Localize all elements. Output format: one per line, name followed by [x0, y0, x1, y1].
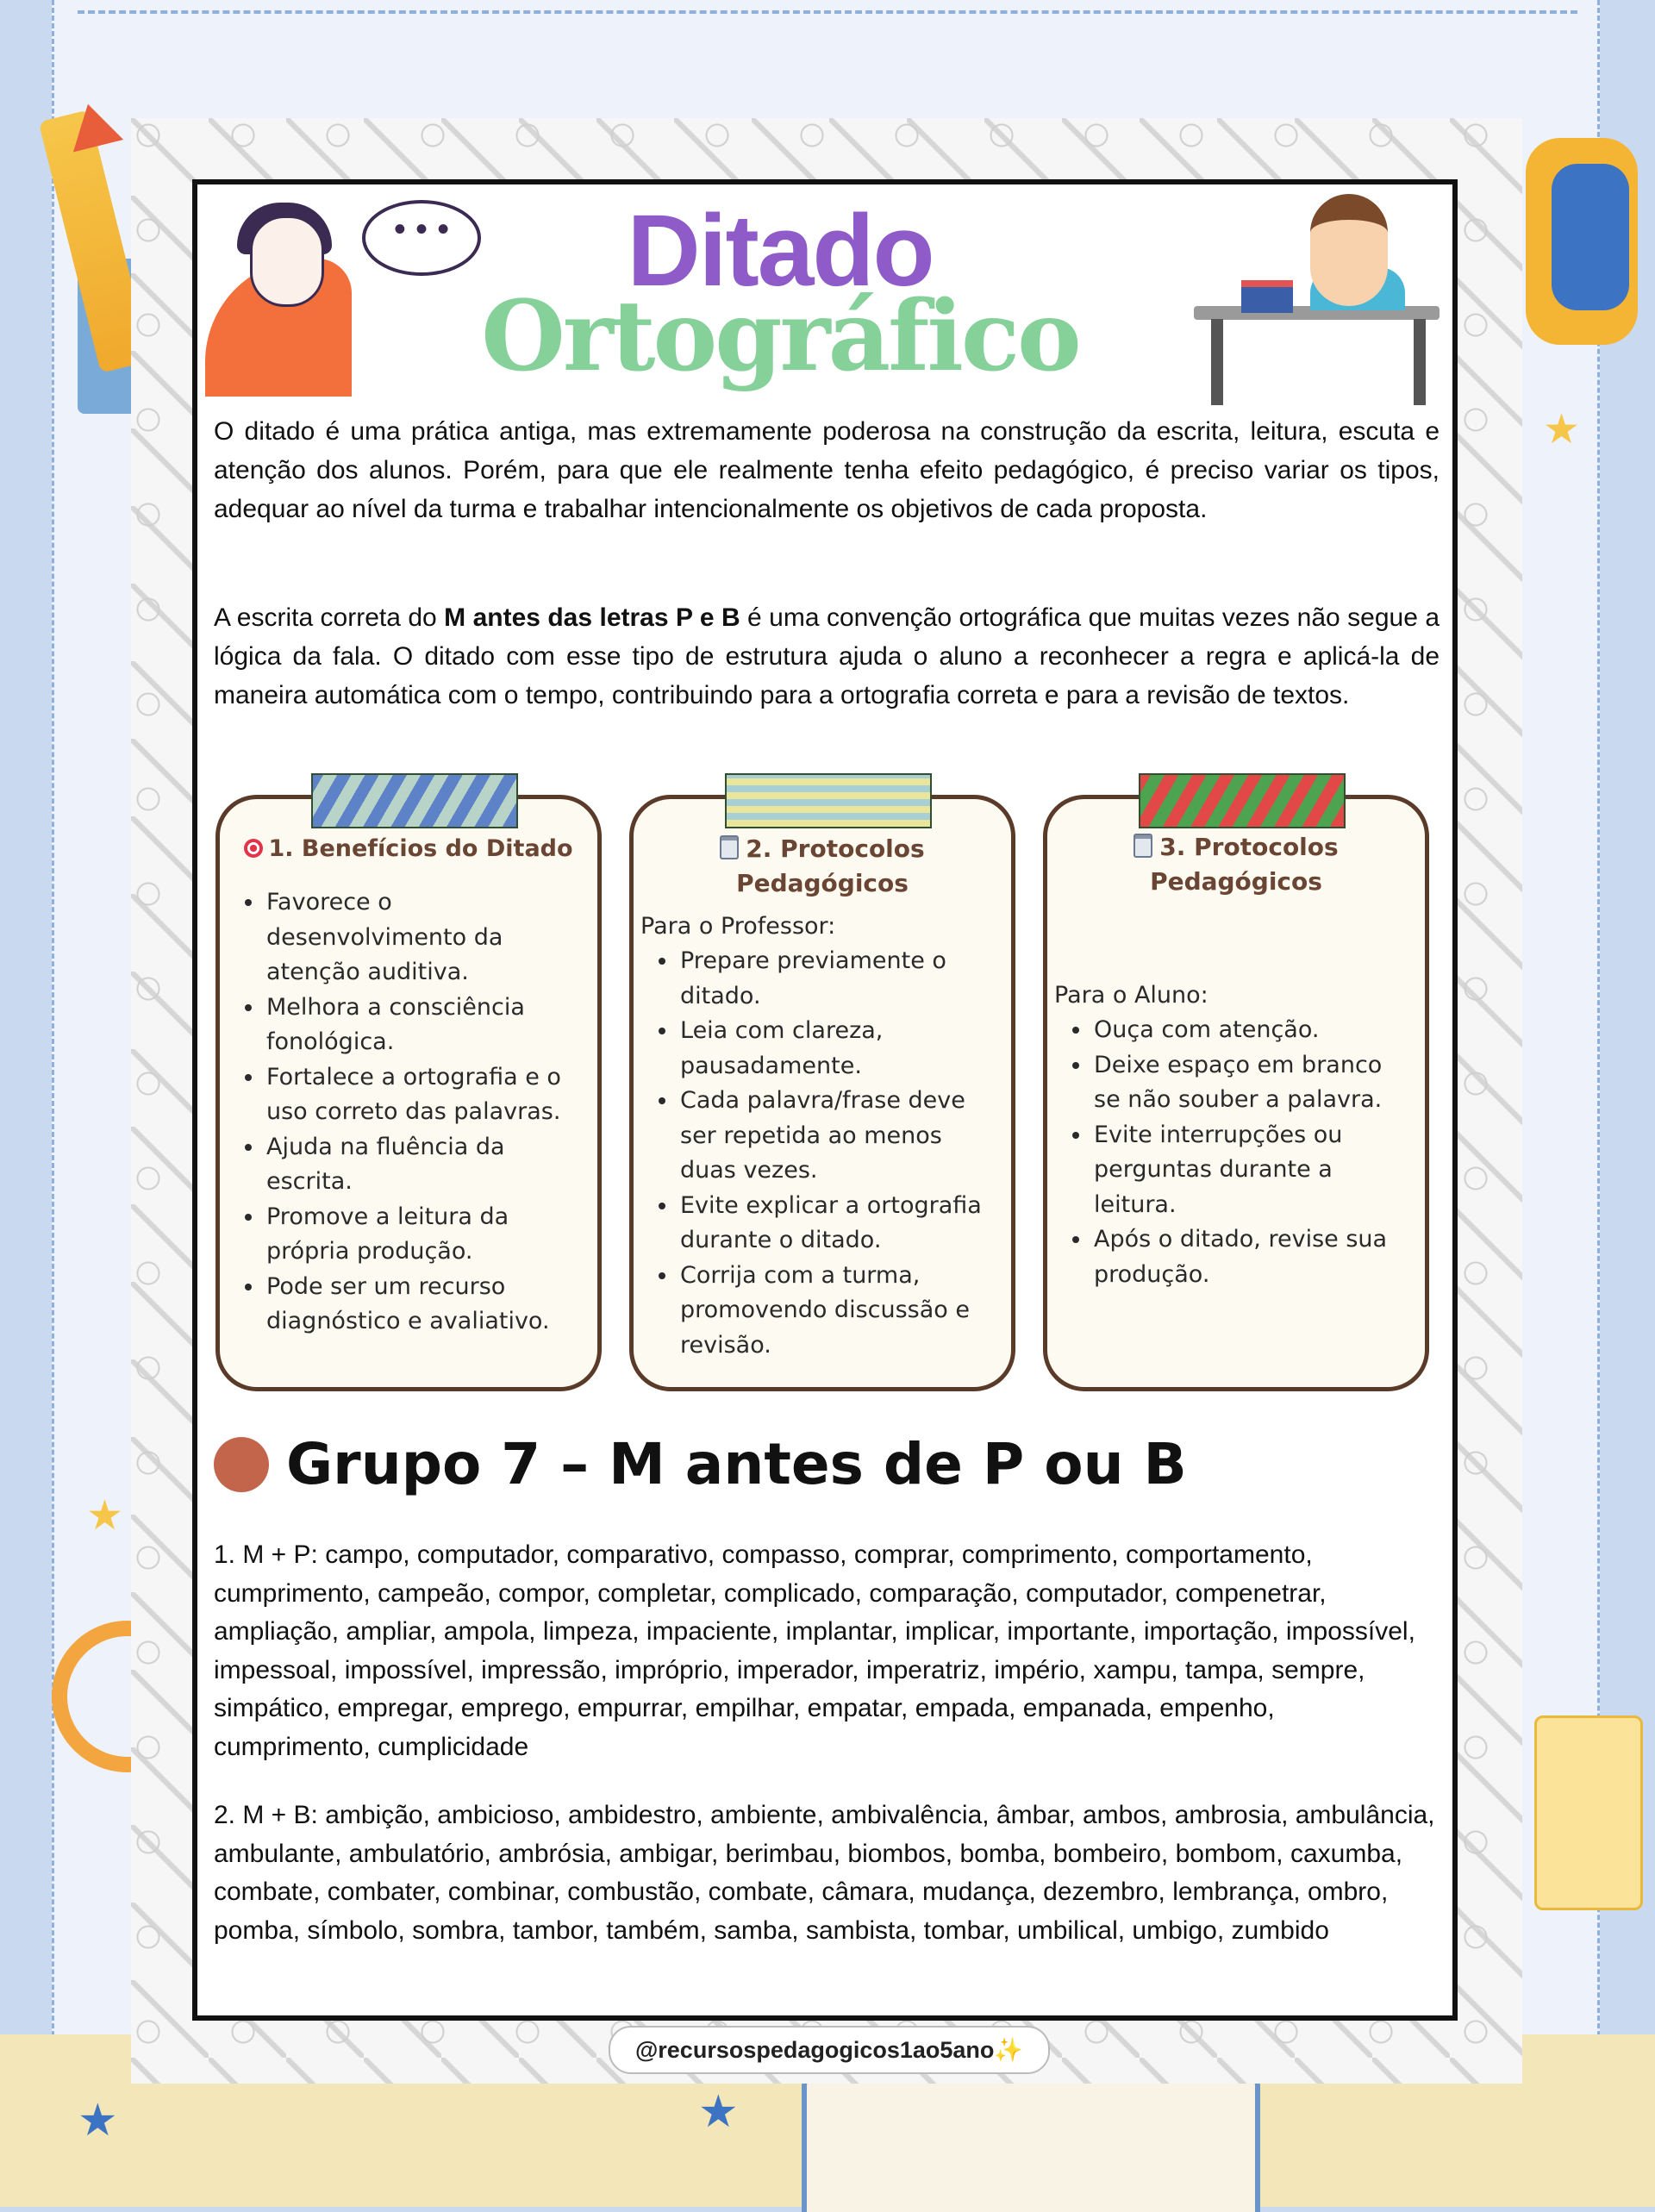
intro-bold-rule: M antes das letras P e B	[444, 603, 740, 632]
card-title	[634, 832, 1011, 901]
card-title-text: 2. Protocolos Pedagógicos	[736, 834, 925, 897]
intro-text-after: é uma convenção ortográfica que muitas vezes não segue a lógica da fala. O ditado com esse tipo de estrutura ajuda o aluno a reconhecer a regra e aplicá-la de maneira automática com o tempo, contribuindo para a ortografia correta e para a revisão de textos.	[214, 603, 1440, 709]
word-list-mb: 2. M + B: ambição, ambicioso, ambidestro, ambiente, ambivalência, âmbar, ambos, ambrosia, ambulância, ambulante, ambulatório, ambrósia, ambigar, berimbau, biombos, bomba, bombeiro, bombom, caxumba, combate, combater, combinar, combustão, combate, câmara, mudança, dezembro, lembrança, ombro, pomba, símbolo, sombra, tambor, também, samba, sambista, tombar, umbilical, umbigo, zumbido	[214, 1801, 1435, 1945]
card-title	[1047, 830, 1425, 899]
clipboard-icon	[1134, 834, 1152, 858]
star-icon: ★	[1543, 407, 1581, 453]
list-item: • Prepare previamente o ditado.	[678, 944, 1001, 1014]
list-item: • Evite explicar a ortografia durante o ditado.	[678, 1189, 1001, 1259]
card-list	[1047, 1013, 1425, 1292]
clipboard-icon	[720, 835, 739, 859]
list-item: • Corrija com a turma, promovendo discussão e revisão.	[678, 1259, 1001, 1364]
handle-text: @recursospedagogicos1ao5ano	[634, 2037, 995, 2063]
intro-paragraph-1: O ditado é uma prática antiga, mas extremamente poderosa na construção da escrita, leitura, escuta e atenção dos alunos. Porém, para que ele realmente tenha efeito pedagógico, é preciso variar os tipos, adequar ao nível da turma e trabalhar intencionalmente os objetivos de cada proposta.	[214, 417, 1440, 523]
card-title-text: 3. Protocolos Pedagógicos	[1150, 833, 1339, 896]
card-lead: Para o Aluno:	[1054, 982, 1208, 1009]
word-list-mp: 1. M + P: campo, computador, comparativo, compasso, comprar, comprimento, comportamento, cumprimento, campeão, compor, completar, complicado, comparação, computador, compenetrar, ampliação, ampliar, ampola, limpeza, impaciente, implantar, implicar, importante, importação, impossível, impessoal, impossível, impressão, impróprio, imperador, imperatriz, império, xampu, tampa, sempre, simpático, empregar, emprego, empurrar, empilhar, empatar, empada, empanada, empenho, cumprimento, cumplicidade	[214, 1540, 1415, 1761]
card-lead: Para o Professor:	[640, 913, 836, 940]
list-item: • Leia com clareza, pausadamente.	[678, 1014, 1001, 1084]
open-book-illustration	[802, 2069, 1260, 2212]
page-title-line2: Ortográfico	[481, 280, 1079, 393]
list-item: • Pode ser um recurso diagnóstico e avaliativo.	[265, 1270, 587, 1340]
list-item: • Ajuda na fluência da escrita.	[265, 1130, 587, 1200]
washi-tape	[311, 773, 518, 828]
list-item: • Cada palavra/frase deve ser repetida ao menos duas vezes.	[678, 1084, 1001, 1189]
section-title: Grupo 7 – M antes de P ou B	[286, 1431, 1187, 1497]
card-title-text: 1. Benefícios do Ditado	[268, 835, 573, 862]
speech-bubble-icon: • • •	[362, 200, 481, 276]
section-bullet-icon	[214, 1437, 269, 1492]
list-item: • Deixe espaço em branco se não souber a palavra.	[1092, 1048, 1415, 1118]
background-dashed-line	[78, 10, 1577, 14]
list-item: • Promove a leitura da própria produção.	[265, 1200, 587, 1270]
star-icon: ★	[698, 2087, 739, 2137]
card-list	[634, 944, 1011, 1363]
list-item: • Evite interrupções ou perguntas durante a leitura.	[1092, 1118, 1415, 1223]
list-item: • Fortalece a ortografia e o uso correto das palavras.	[265, 1060, 587, 1130]
card-student-protocols	[1043, 795, 1429, 1391]
card-teacher-protocols	[629, 795, 1015, 1391]
list-item: • Melhora a consciência fonológica.	[265, 990, 587, 1060]
card-title	[220, 832, 597, 866]
list-item: • Ouça com atenção.	[1092, 1013, 1415, 1048]
washi-tape	[1139, 773, 1346, 828]
intro-paragraph-2	[214, 598, 1440, 715]
card-list	[220, 885, 597, 1340]
intro-text-before: A escrita correta do	[214, 603, 445, 632]
sparkle-icon: ✨	[994, 2037, 1024, 2063]
card-benefits	[215, 795, 602, 1391]
list-item: • Favorece o desenvolvimento da atenção auditiva.	[265, 885, 587, 990]
target-icon	[244, 839, 263, 858]
star-icon: ★	[78, 2096, 118, 2146]
star-icon: ★	[86, 1493, 124, 1539]
list-item: • Após o ditado, revise sua produção.	[1092, 1222, 1415, 1292]
page-title-line1: Ditado	[627, 194, 934, 308]
notepad-illustration	[1534, 1715, 1643, 1910]
washi-tape	[725, 773, 932, 828]
instagram-handle	[609, 2026, 1050, 2074]
